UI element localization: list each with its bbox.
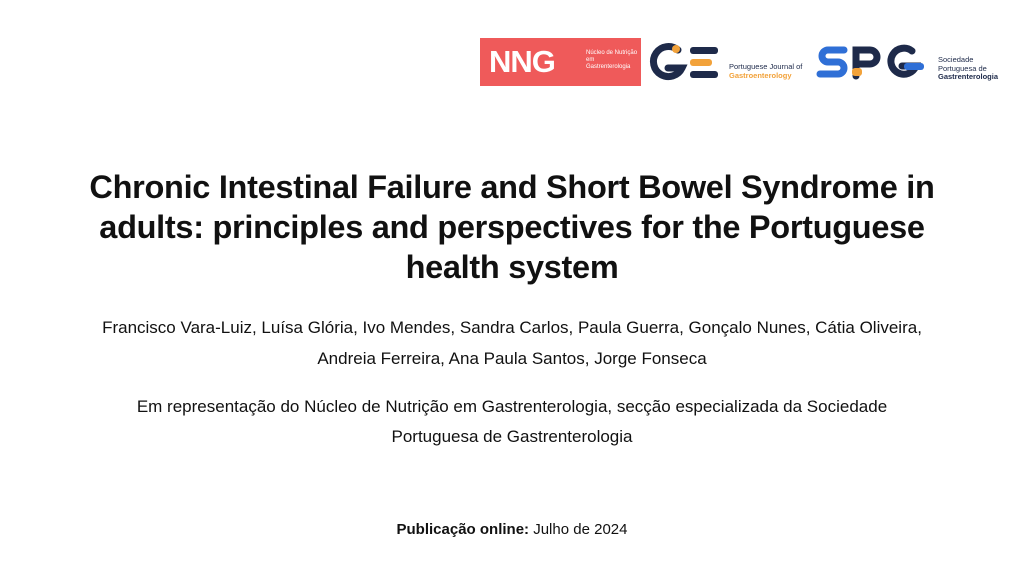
nng-logo-text: Núcleo de Nutrição em Gastrenterologia <box>586 50 638 70</box>
page-title: Chronic Intestinal Failure and Short Bowel Syndrome in adults: principles and perspectives for the Portuguese health system <box>89 169 935 285</box>
publication-date: Julho de 2024 <box>533 521 628 538</box>
publication-info <box>0 520 1024 540</box>
ge-logo <box>648 42 808 84</box>
spg-logo-icon <box>816 42 934 84</box>
authors-list: Francisco Vara-Luiz, Luísa Glória, Ivo Mendes, Sandra Carlos, Paula Guerra, Gonçalo Nunes, Cátia Oliveira, Andreia Ferreira, Ana Paula Santos, Jorge Fonseca <box>102 318 922 368</box>
nng-logo <box>480 38 641 86</box>
ge-logo-icon <box>648 42 728 84</box>
spg-logo-text: Sociedade Portuguesa de Gastrenterologia <box>938 55 999 81</box>
ge-logo-text: Portuguese Journal of Gastroenterology <box>729 62 803 80</box>
affiliation-text: Em representação do Núcleo de Nutrição em Gastrenterologia, secção especializada da Sociedade Portuguesa de Gastrenterologia <box>136 397 888 446</box>
nng-logo-mark: NNG <box>489 44 555 79</box>
publication-label: Publicação online: <box>396 521 530 538</box>
spg-logo <box>816 42 1016 84</box>
